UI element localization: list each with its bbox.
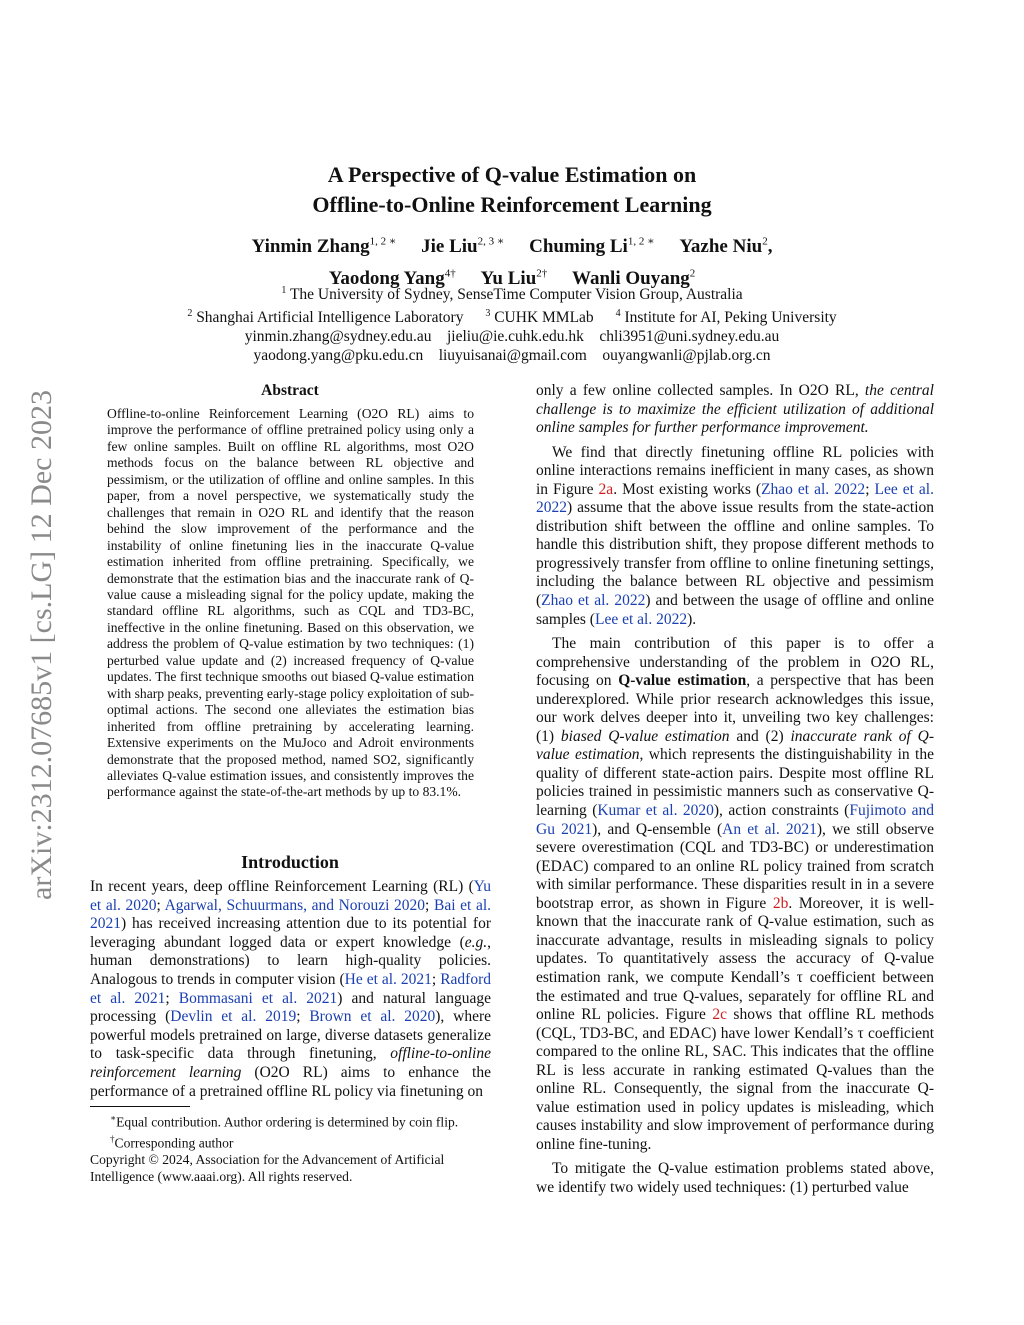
- authors-line-1: [100, 229, 924, 260]
- emails-1: yinmin.zhang@sydney.edu.au jieliu@ie.cuhk.edu.hk chli3951@uni.sydney.edu.au: [244, 328, 780, 346]
- footnote-equal-contribution: ∗Equal contribution. Author ordering is determined by coin flip.: [110, 1113, 459, 1130]
- emails-2: yaodong.yang@pku.edu.cn liuyuisanai@gmail.com ouyangwanli@pjlab.org.cn: [253, 347, 771, 365]
- citation-link[interactable]: Bommasani et al. 2021: [178, 989, 338, 1007]
- paragraph: only a few online collected samples. In O2O RL, the central challenge is to maximize the efficient utilization of additional online samples for further performance improvement.: [536, 382, 934, 437]
- citation-link[interactable]: Zhao et al. 2022: [541, 592, 646, 610]
- paper-title: [100, 160, 924, 220]
- footnote-rule: [90, 1106, 190, 1107]
- author: Yinmin Zhang$^{1, 2 ∗}$: [251, 236, 397, 258]
- figure-link[interactable]: 2b: [772, 894, 789, 912]
- paragraph: To mitigate the Q-value estimation problems stated above, we identify two widely used techniques: (1) perturbed value: [536, 1160, 934, 1196]
- citation-link[interactable]: Devlin et al. 2019: [170, 1008, 297, 1026]
- affiliations: [100, 281, 924, 365]
- citation-link[interactable]: Zhao et al. 2022: [761, 480, 866, 498]
- paragraph: We find that directly finetuning offline RL policies with online interactions remains inefficient in many cases, as shown in Figure 2a. Most existing works (Zhao et al. 2022; Lee et al. 2022) assume that the above issue results from the state-action distribution shift between the offline and online samples. To handle this distribution shift, they propose different methods to progressively transfer from offline to online finetuning settings, including the balance between RL objective and pessimism (Zhao et al. 2022) and between the usage of offline and online samples (Lee et al. 2022).: [536, 443, 934, 628]
- citation-link[interactable]: Yu et al. 2020: [90, 878, 491, 914]
- citation-link[interactable]: Agarwal, Schuurmans, and Norouzi 2020: [164, 896, 426, 914]
- author: Jie Liu$^{2, 3 ∗}$: [421, 236, 505, 258]
- arxiv-identifier: arXiv:2312.07685v1 [cs.LG] 12 Dec 2023: [25, 390, 58, 900]
- introduction-paragraph: In recent years, deep offline Reinforcement Learning (RL) (Yu et al. 2020; Agarwal, Schuurmans, and Norouzi 2020; Bai et al. 2021) has received increasing attention due to its potential for leveraging abundant logged data or expert knowledge (e.g., human demonstrations) to learn high-quality policies. Analogous to trends in computer vision (He et al. 2021; Radford et al. 2021; Bommasani et al. 2021) and natural language processing (Devlin et al. 2019; Brown et al. 2020), where powerful models pretrained on large, diverse datasets generalize to task-specific data through finetuning, offline-to-online reinforcement learning (O2O RL) aims to enhance the performance of a pretrained offline RL policy via finetuning on: [90, 878, 492, 1100]
- footnotes: [90, 1110, 491, 1185]
- paragraph: The main contribution of this paper is to offer a comprehensive understanding of the problem in O2O RL, focusing on Q-value estimation, a perspective that has been underexplored. While prior research acknowledges this issue, our work delves deeper into it, unveiling two key challenges: (1) biased Q-value estimation and (2) inaccurate rank of Q-value estimation, which represents the distinguishability in the quality of different state-action pairs. Despite most offline RL policies trained in pessimistic manners such as conservative Q-learning (Kumar et al. 2020), action constraints (Fujimoto and Gu 2021), and Q-ensemble (An et al. 2021), we still observe severe overestimation (CQL and TD3-BC) or underestimation (EDAC) compared to an online RL policy trained from scratch with similar performance. These disparities result in in a severe bootstrap error, as shown in Figure 2b. Moreover, it is well-known that the inaccurate rank of Q-value estimation, such as inaccurate advantage, results in misleading signals to policy updates. To quantitatively assess the accuracy of Q-value estimation rank, we compute Kendall’s τ coefficient between the estimated and true Q-values, separately for offline RL and online RL policies. Figure 2c shows that offline RL methods (CQL, TD3-BC, and EDAC) have lower Kendall’s τ coefficient compared to the online RL, SAC. This indicates that the offline RL is less accurate in ranking estimated Q-values than the online RL. Consequently, the signal from the inaccurate Q-value estimation used in policy updates is misleading, which causes instability and slow improvement of performance during online fine-tuning.: [536, 635, 935, 1153]
- citation-link[interactable]: Bai et al. 2021: [90, 896, 492, 933]
- citation-link[interactable]: Kumar et al. 2020: [597, 802, 714, 820]
- author: Chuming $Li^{1, 2 ∗}$: [529, 236, 655, 258]
- figure-link[interactable]: 2a: [598, 480, 614, 498]
- affiliation-1: $^1$ The University of Sydney, SenseTime Computer Vision Group, Australia: [281, 285, 743, 304]
- author: Yazhe Niu$^2$,: [679, 236, 773, 258]
- citation-link[interactable]: Lee et al. 2022: [594, 610, 688, 628]
- title-line-2: Offline-to-Online Reinforcement Learning: [312, 192, 712, 217]
- citation-link[interactable]: Radford et al. 2021: [90, 970, 491, 1007]
- author: Yaodong Yang$^{4\dagger}$: [328, 267, 456, 289]
- copyright-notice: Copyright © 2024, Association for the Advancement of Artificial Intelligence (www.aaai.org). All rights reserved.: [90, 1152, 445, 1184]
- footnote-corresponding: †Corresponding author: [110, 1134, 234, 1151]
- introduction-heading: Introduction: [241, 852, 339, 872]
- right-column: [536, 382, 934, 1204]
- citation-link[interactable]: Brown et al. 2020: [309, 1008, 436, 1026]
- figure-link[interactable]: 2c: [712, 1006, 727, 1024]
- abstract-text: Offline-to-online Reinforcement Learning (O2O RL) aims to improve the performance of offline pretrained policy using only a few online samples. Built on offline RL algorithms, most O2O methods focus on the balance between RL objective and pessimism, or the utilization of offline and online samples. In this paper, from a novel perspective, we systematically study the challenges that remain in O2O RL and identify that the reason behind the slow improvement of the performance and the instability of online finetuning lies in the inaccurate Q-value estimation inherited from offline pretraining. Specifically, we demonstrate that the estimation bias and the inaccurate rank of Q-value cause a misleading signal for the policy update, making the standard offline RL algorithms, such as CQL and TD3-BC, ineffective in the online finetuning. Based on this observation, we address the problem of Q-value estimation by two techniques: (1) perturbed value update and (2) increased frequency of Q-value updates. The first technique smooths out biased Q-value estimation with sharp peaks, preventing early-stage policy exploitation of sub-optimal actions. The second one alleviates the estimation bias inherited from offline pretraining by accelerating learning. Extensive experiments on the MuJoco and Adroit environments demonstrate that the proposed method, named SO2, significantly alleviates Q-value estimation issues, and consistently improves the performance against the state-of-the-art methods by up to 83.1%.: [107, 406, 474, 800]
- abstract-heading: Abstract: [261, 382, 319, 399]
- author: Wanli Ouyang$^2$: [572, 267, 696, 289]
- citation-link[interactable]: An et al. 2021: [722, 820, 817, 838]
- title-line-1: A Perspective of Q-value Estimation on: [327, 162, 697, 187]
- affiliation-2-4: $^2$ Shanghai Artificial Intelligence Laboratory $^3$ CUHK MMLab $^4$ Institute for AI, Peking University: [187, 308, 837, 327]
- citation-link[interactable]: He et al. 2021: [344, 970, 432, 988]
- author: Yu Liu$^{2\dagger}$: [480, 267, 548, 289]
- citation-link[interactable]: Lee et al. 2022: [536, 480, 934, 517]
- citation-link[interactable]: Fujimoto and Gu 2021: [536, 802, 934, 838]
